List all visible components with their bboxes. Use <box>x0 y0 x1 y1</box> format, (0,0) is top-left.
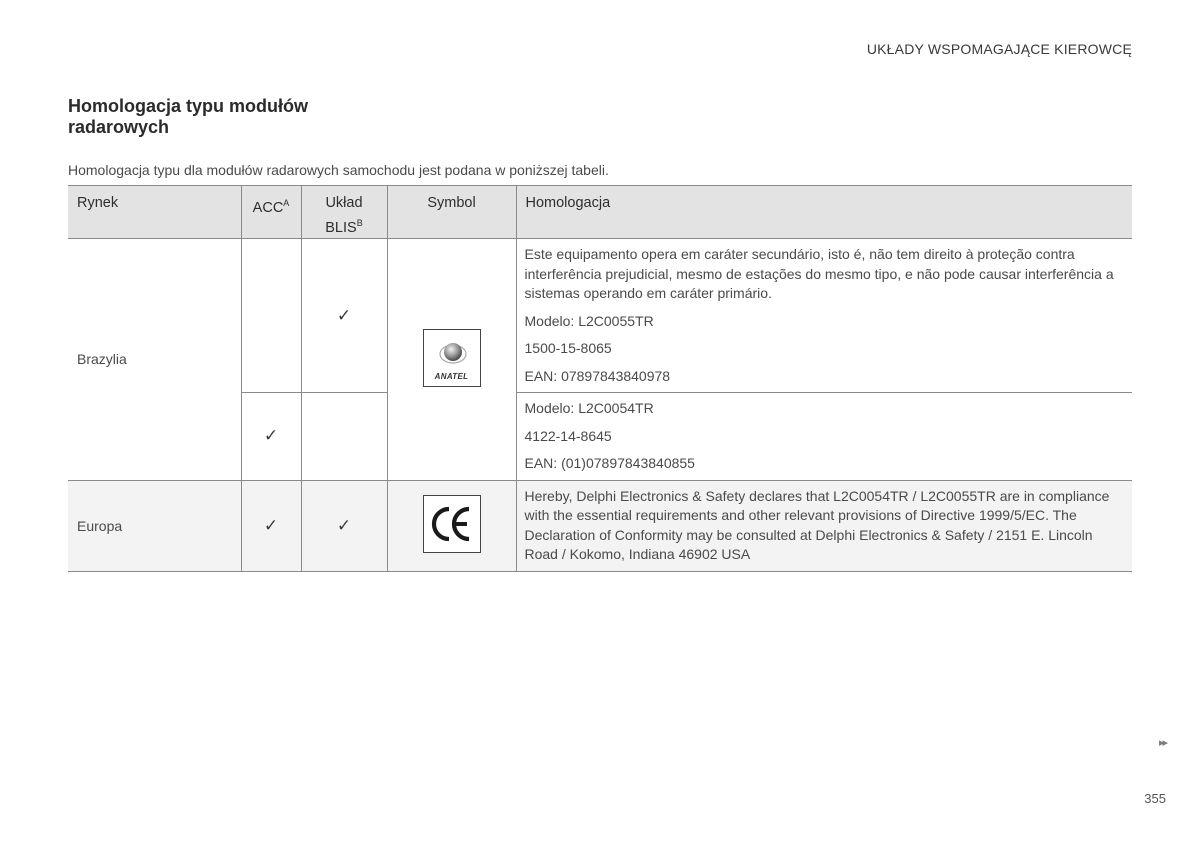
conformity-declaration: Hereby, Delphi Electronics & Safety declares that L2C0054TR / L2C0055TR are in compliance with the essential requirements and other relevant provisions of Directive 1999/5/EC. The Declaration of Conformity may be consulted at Delphi Electronics & Safety / 2151 E. Lincoln Road / Kokomo, Indiana 46902 USA <box>524 487 1110 562</box>
anatel-label: ANATEL <box>434 371 469 381</box>
page-number: 355 <box>1144 791 1166 806</box>
header-homologation: Homologacja <box>516 186 1132 239</box>
acc-check: ✓ <box>241 393 301 481</box>
intro-text: Homologacja typu dla modułów radarowych samochodu jest podana w poniższej tabeli. <box>68 162 609 178</box>
ce-mark-icon <box>423 495 481 553</box>
header-market: Rynek <box>77 195 119 211</box>
homologation-cell <box>516 239 1132 393</box>
section-title: Homologacja typu modułów radarowych <box>68 96 309 137</box>
market-cell: Brazylia <box>77 351 127 368</box>
ean-code: EAN: (01)07897843840855 <box>524 455 695 471</box>
acc-check: ✓ <box>241 480 301 571</box>
continue-arrows-icon: ▸▸ <box>1158 737 1166 749</box>
blis-check: ✓ <box>301 480 387 571</box>
homologation-cell <box>516 393 1132 481</box>
market-cell: Europa <box>77 517 123 534</box>
blis-cell <box>301 393 387 481</box>
ean-code: EAN: 07897843840978 <box>524 367 671 384</box>
symbol-cell <box>387 480 516 571</box>
homologation-notice: Este equipamento opera em caráter secundário, isto é, não tem direito à proteção contra interferência prejudicial, mesmo de estações do mesmo tipo, e não pode causar interferência a sistemas operando em caráter primário. <box>524 246 1114 301</box>
header-symbol: Symbol <box>387 186 516 239</box>
homologation-table <box>68 185 1132 572</box>
header-acc: $ACC^A$ <box>241 186 301 239</box>
homologation-code: 4122-14-8645 <box>524 427 612 444</box>
model-number: Modelo: L2C0054TR <box>524 400 654 416</box>
running-header: UKŁADY WSPOMAGAJĄCE KIEROWCĘ <box>866 41 1132 57</box>
blis-check: ✓ <box>301 239 387 393</box>
homologation-code: 1500-15-8065 <box>524 340 612 356</box>
anatel-logo-icon <box>423 329 481 387</box>
table-row <box>68 480 1132 571</box>
header-blis: Układ $BLIS^B$ <box>301 186 387 239</box>
blis-footnote-marker: B <box>356 218 363 228</box>
acc-cell <box>241 239 301 393</box>
model-number: Modelo: L2C0055TR <box>524 312 654 329</box>
table-header-row <box>68 186 1132 239</box>
table-row <box>68 239 1132 393</box>
acc-footnote-marker: A <box>283 198 290 208</box>
homologation-cell <box>516 480 1132 571</box>
symbol-cell <box>387 239 516 481</box>
